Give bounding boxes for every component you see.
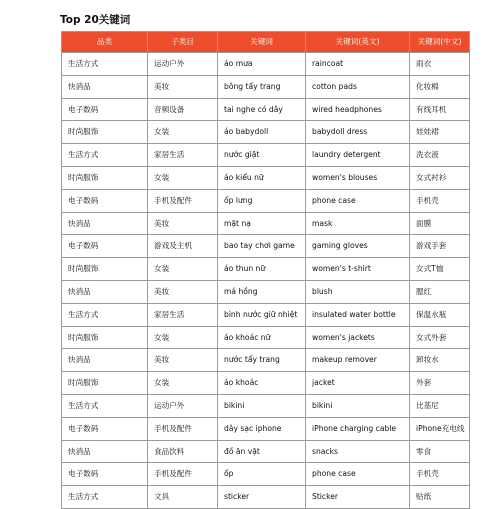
- cell-subcategory: 女装: [148, 326, 218, 349]
- cell-keyword-english: laundry detergent: [306, 144, 410, 167]
- cell-category: 电子数码: [62, 463, 148, 486]
- cell-keyword-chinese: 雨衣: [410, 53, 470, 76]
- cell-category: 电子数码: [62, 189, 148, 212]
- cell-keyword: nước tẩy trang: [218, 349, 306, 372]
- cell-keyword-english: makeup remover: [306, 349, 410, 372]
- cell-keyword-english: jacket: [306, 372, 410, 395]
- header-keyword: 关键词: [218, 32, 306, 53]
- table-row: [62, 372, 470, 395]
- cell-category: 快消品: [62, 75, 148, 98]
- cell-category: 时尚服饰: [62, 372, 148, 395]
- table-row: [62, 121, 470, 144]
- cell-keyword: áo kiểu nữ: [218, 166, 306, 189]
- cell-subcategory: 运动户外: [148, 53, 218, 76]
- cell-subcategory: 游戏及主机: [148, 235, 218, 258]
- cell-category: 时尚服饰: [62, 326, 148, 349]
- cell-keyword-chinese: 面膜: [410, 212, 470, 235]
- cell-keyword-chinese: 女式T恤: [410, 258, 470, 281]
- table-row: [62, 303, 470, 326]
- cell-keyword: nước giặt: [218, 144, 306, 167]
- cell-keyword-chinese: 卸妆水: [410, 349, 470, 372]
- cell-keyword: áo khoác nữ: [218, 326, 306, 349]
- cell-category: 快消品: [62, 212, 148, 235]
- cell-category: 电子数码: [62, 235, 148, 258]
- cell-keyword-english: snacks: [306, 440, 410, 463]
- cell-category: 生活方式: [62, 53, 148, 76]
- cell-keyword-chinese: 有线耳机: [410, 98, 470, 121]
- cell-subcategory: 家居生活: [148, 303, 218, 326]
- cell-subcategory: 手机及配件: [148, 417, 218, 440]
- cell-keyword-english: cotton pads: [306, 75, 410, 98]
- cell-keyword-chinese: 贴纸: [410, 486, 470, 509]
- table-row: [62, 235, 470, 258]
- table-row: [62, 486, 470, 509]
- cell-subcategory: 音频设备: [148, 98, 218, 121]
- cell-keyword-english: bikini: [306, 394, 410, 417]
- cell-keyword-chinese: 化妆棉: [410, 75, 470, 98]
- cell-category: 电子数码: [62, 417, 148, 440]
- header-keyword-chinese: 关键词(中文): [410, 32, 470, 53]
- table-row: [62, 463, 470, 486]
- table-row: [62, 144, 470, 167]
- cell-subcategory: 美妆: [148, 280, 218, 303]
- cell-keyword-english: women's t-shirt: [306, 258, 410, 281]
- cell-category: 时尚服饰: [62, 166, 148, 189]
- cell-subcategory: 女装: [148, 121, 218, 144]
- cell-keyword-english: insulated water bottle: [306, 303, 410, 326]
- cell-keyword: dây sạc iphone: [218, 417, 306, 440]
- cell-keyword-english: raincoat: [306, 53, 410, 76]
- cell-keyword: bikini: [218, 394, 306, 417]
- cell-keyword-english: phone case: [306, 463, 410, 486]
- header-keyword-english: 关键词(英文): [306, 32, 410, 53]
- cell-keyword-chinese: 比基尼: [410, 394, 470, 417]
- cell-keyword-english: babydoll dress: [306, 121, 410, 144]
- cell-category: 生活方式: [62, 394, 148, 417]
- cell-keyword-chinese: 娃娃裙: [410, 121, 470, 144]
- cell-keyword-chinese: 手机壳: [410, 189, 470, 212]
- table-row: [62, 212, 470, 235]
- cell-subcategory: 女装: [148, 258, 218, 281]
- cell-keyword-english: gaming gloves: [306, 235, 410, 258]
- table-body: [62, 53, 470, 509]
- cell-keyword: đồ ăn vặt: [218, 440, 306, 463]
- cell-keyword-chinese: 外套: [410, 372, 470, 395]
- cell-subcategory: 美妆: [148, 349, 218, 372]
- table-row: [62, 166, 470, 189]
- table-row: [62, 98, 470, 121]
- cell-keyword-english: iPhone charging cable: [306, 417, 410, 440]
- cell-keyword-chinese: 零食: [410, 440, 470, 463]
- table-row: [62, 280, 470, 303]
- cell-category: 快消品: [62, 349, 148, 372]
- cell-keyword-chinese: 手机壳: [410, 463, 470, 486]
- cell-keyword-chinese: 洗衣液: [410, 144, 470, 167]
- cell-keyword: áo mưa: [218, 53, 306, 76]
- cell-keyword-chinese: 腮红: [410, 280, 470, 303]
- table-row: [62, 258, 470, 281]
- cell-category: 生活方式: [62, 144, 148, 167]
- cell-keyword-english: mask: [306, 212, 410, 235]
- cell-keyword-chinese: 女式衬衫: [410, 166, 470, 189]
- table-row: [62, 349, 470, 372]
- cell-subcategory: 女装: [148, 372, 218, 395]
- cell-subcategory: 女装: [148, 166, 218, 189]
- table-row: [62, 53, 470, 76]
- table-header-row: [62, 32, 470, 53]
- cell-subcategory: 文具: [148, 486, 218, 509]
- cell-keyword-chinese: 保温水瓶: [410, 303, 470, 326]
- cell-category: 快消品: [62, 280, 148, 303]
- cell-category: 时尚服饰: [62, 121, 148, 144]
- cell-keyword: sticker: [218, 486, 306, 509]
- cell-keyword-english: Sticker: [306, 486, 410, 509]
- cell-category: 生活方式: [62, 303, 148, 326]
- cell-keyword-english: wired headphones: [306, 98, 410, 121]
- cell-keyword: bình nước giữ nhiệt: [218, 303, 306, 326]
- cell-category: 快消品: [62, 440, 148, 463]
- table-row: [62, 75, 470, 98]
- cell-subcategory: 家居生活: [148, 144, 218, 167]
- cell-keyword-english: blush: [306, 280, 410, 303]
- table-row: [62, 326, 470, 349]
- cell-keyword: má hồng: [218, 280, 306, 303]
- header-subcategory: 子类目: [148, 32, 218, 53]
- cell-subcategory: 美妆: [148, 75, 218, 98]
- cell-subcategory: 运动户外: [148, 394, 218, 417]
- cell-keyword: ốp lưng: [218, 189, 306, 212]
- cell-keyword: áo thun nữ: [218, 258, 306, 281]
- page-title: Top 20关键词: [60, 14, 131, 26]
- cell-keyword: áo khoác: [218, 372, 306, 395]
- table-row: [62, 394, 470, 417]
- cell-keyword-english: women's blouses: [306, 166, 410, 189]
- cell-category: 生活方式: [62, 486, 148, 509]
- cell-keyword-chinese: 女式外套: [410, 326, 470, 349]
- header-category: 品类: [62, 32, 148, 53]
- table-row: [62, 440, 470, 463]
- cell-keyword: ốp: [218, 463, 306, 486]
- cell-subcategory: 食品饮料: [148, 440, 218, 463]
- cell-keyword-chinese: iPhone充电线: [410, 417, 470, 440]
- cell-category: 电子数码: [62, 98, 148, 121]
- cell-keyword-english: phone case: [306, 189, 410, 212]
- cell-keyword: bông tẩy trang: [218, 75, 306, 98]
- cell-subcategory: 美妆: [148, 212, 218, 235]
- cell-keyword: bao tay chơi game: [218, 235, 306, 258]
- cell-subcategory: 手机及配件: [148, 189, 218, 212]
- cell-keyword: áo babydoll: [218, 121, 306, 144]
- cell-subcategory: 手机及配件: [148, 463, 218, 486]
- cell-keyword-english: women's jackets: [306, 326, 410, 349]
- table-row: [62, 417, 470, 440]
- keyword-table: [61, 31, 470, 509]
- cell-keyword: mặt nạ: [218, 212, 306, 235]
- table-row: [62, 189, 470, 212]
- cell-category: 时尚服饰: [62, 258, 148, 281]
- cell-keyword-chinese: 游戏手套: [410, 235, 470, 258]
- cell-keyword: tai nghe có dây: [218, 98, 306, 121]
